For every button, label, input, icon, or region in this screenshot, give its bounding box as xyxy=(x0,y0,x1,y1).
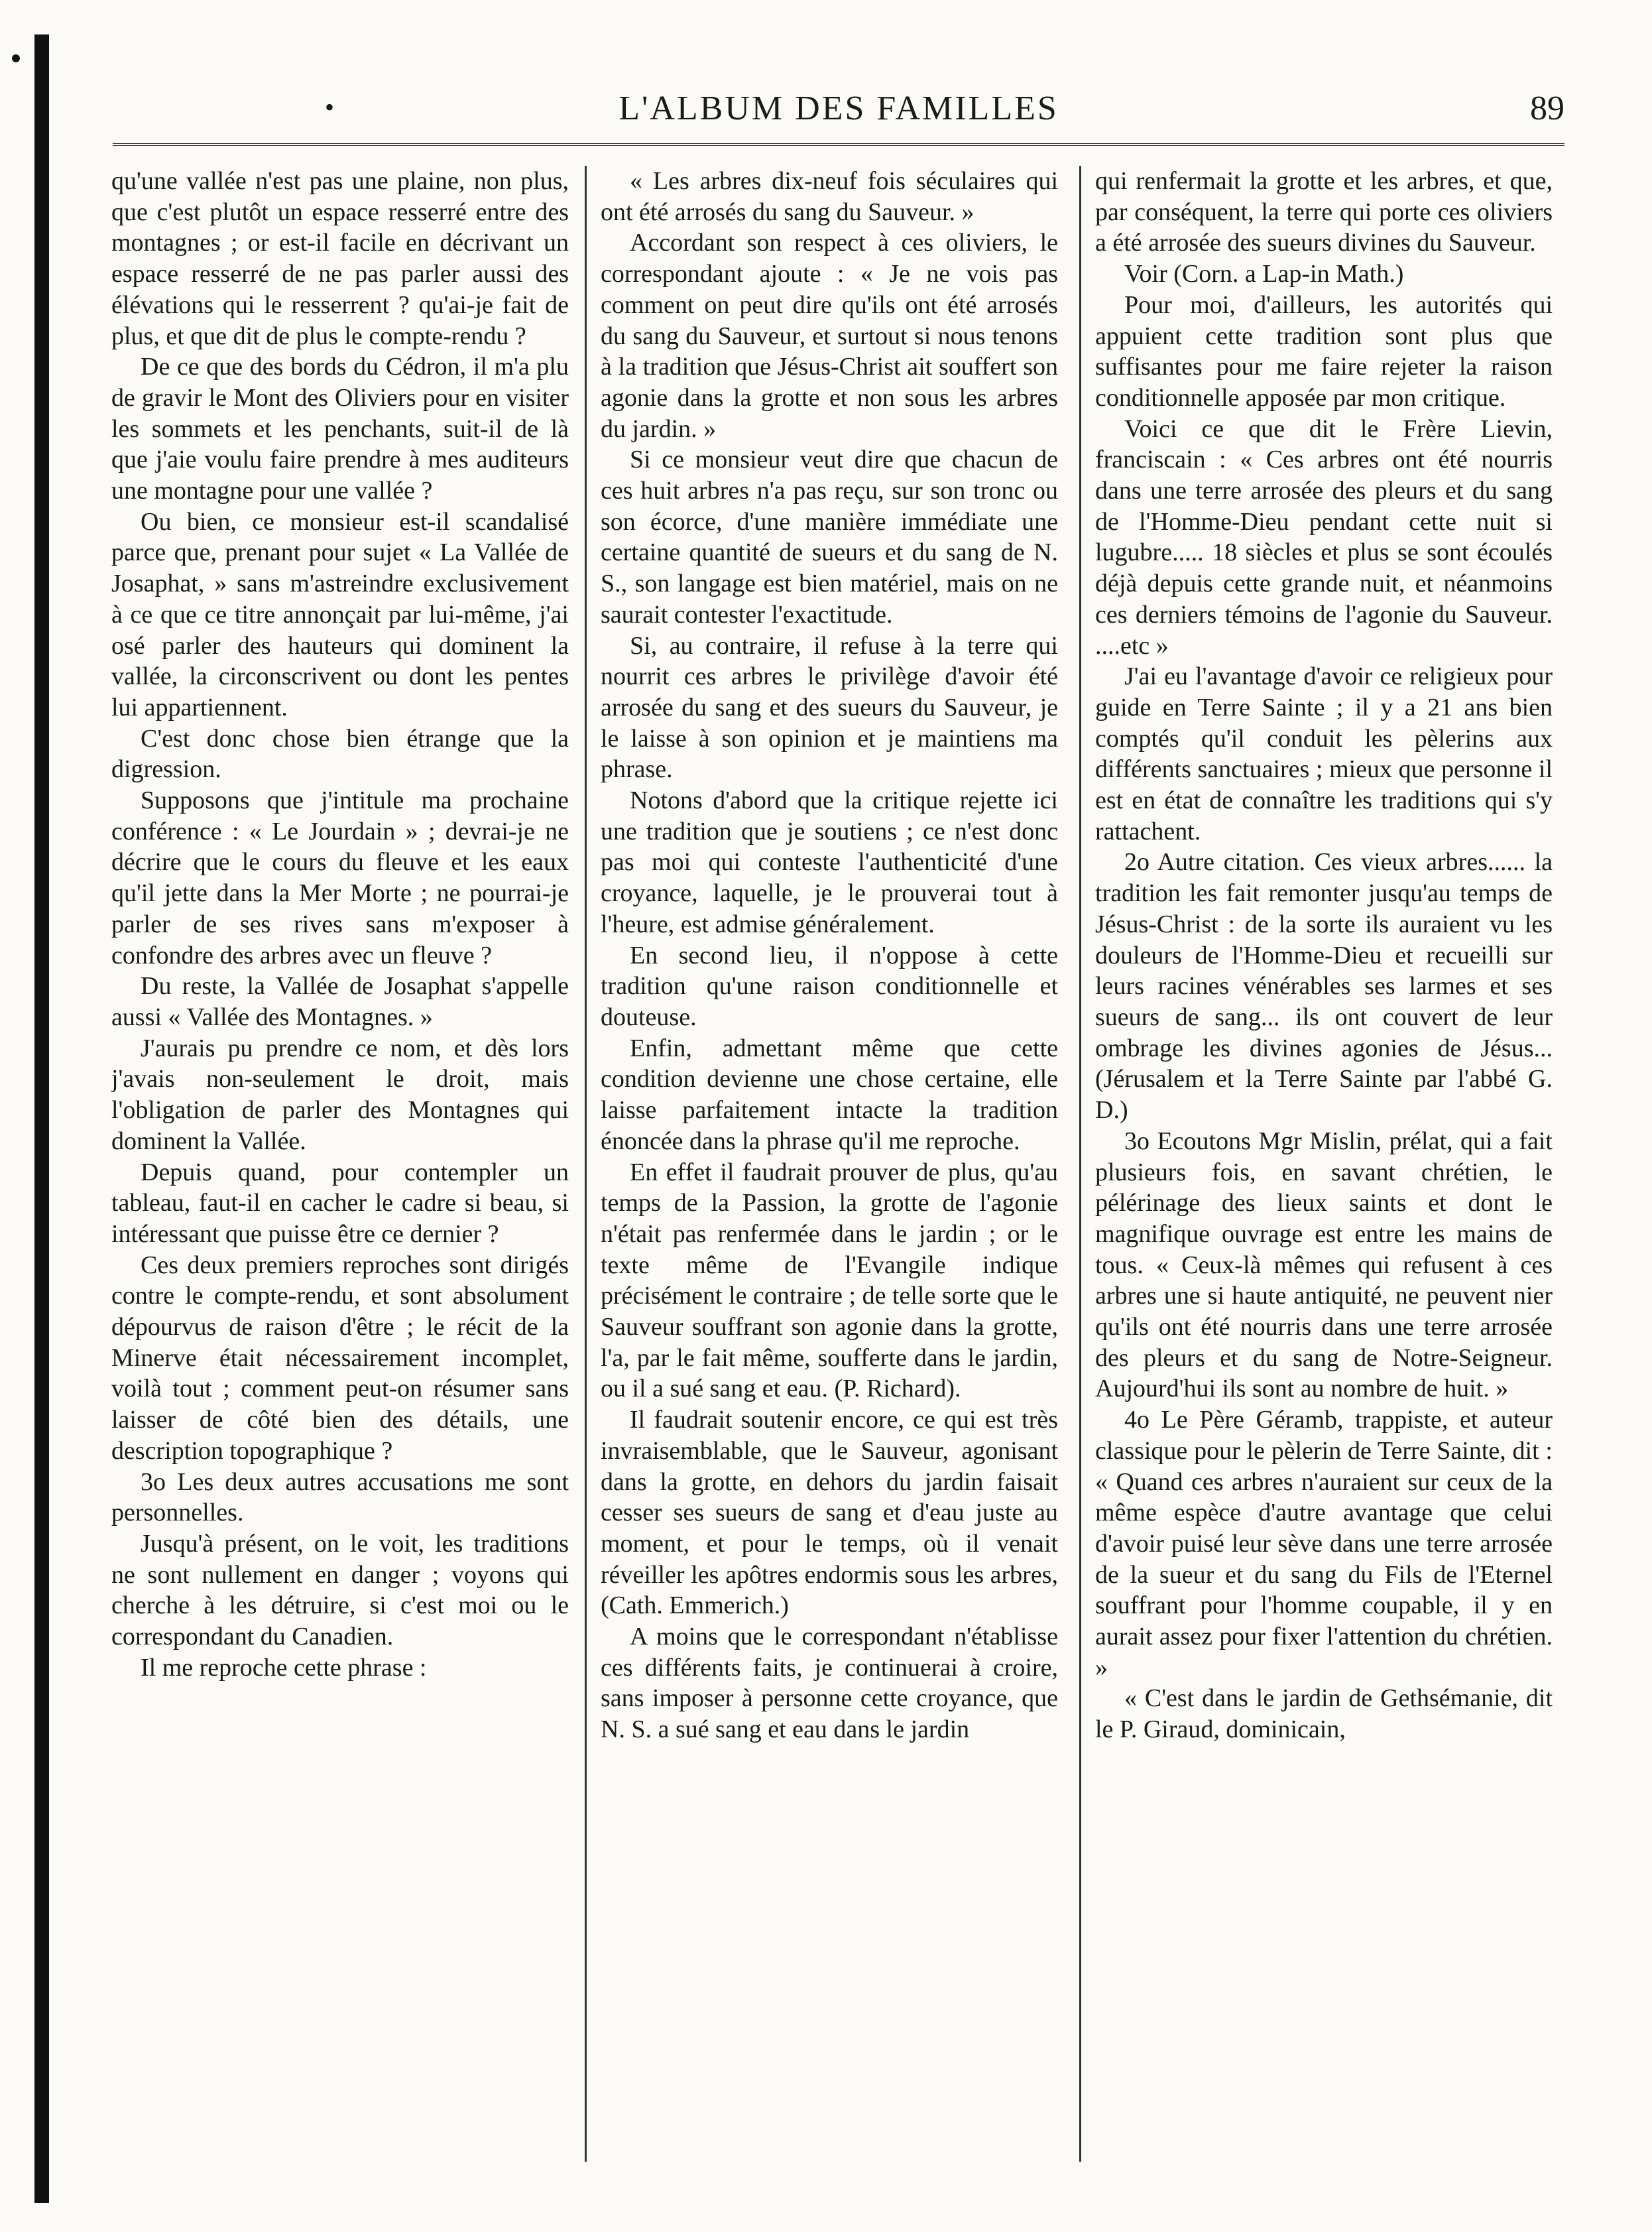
paragraph: Jusqu'à présent, on le voit, les traditions ne sont nullement en danger ; voyons qui cherche à les détruire, si c'est moi ou le correspondant du Canadien. xyxy=(111,1529,569,1651)
paragraph: Il me reproche cette phrase : xyxy=(141,1653,427,1682)
column-2 xyxy=(601,166,1058,2162)
paragraph: En effet il faudrait prouver de plus, qu'au temps de la Passion, la grotte de l'agonie n'était pas renfermée dans le jardin ; or le texte même de l'Evangile indique précisément le contraire ; de telle sorte que le Sauveur souffrant son agonie dans la grotte, l'a, par le fait même, soufferte dans le jardin, ou il a sué sang et eau. (P. Richard). xyxy=(601,1158,1058,1403)
paragraph: Ces deux premiers reproches sont dirigés contre le compte-rendu, et sont absolument dépourvus de raison d'être ; le récit de la Minerve était nécessairement incomplet, voilà tout ; comment peut-on résumer sans laisser de côté bien des détails, une description topographique ? xyxy=(111,1251,569,1465)
paragraph: Voir (Corn. a Lap-in Math.) xyxy=(1124,260,1404,288)
paragraph: « C'est dans le jardin de Gethsémanie, dit le P. Giraud, dominicain, xyxy=(1095,1684,1553,1744)
paragraph: 3o Ecoutons Mgr Mislin, prélat, qui a fait plusieurs fois, en savant chrétien, le pélérinage des lieux saints et dont le magnifique ouvrage est entre les mains de tous. « Ceux-là mêmes qui refusent à ces arbres une si haute antiquité, ne peuvent nier qu'ils ont été nourris dans une terre arrosée des pleurs et du sang de Notre-Seigneur. Aujourd'hui ils sont au nombre de huit. » xyxy=(1095,1127,1553,1403)
running-title: L'ALBUM DES FAMILLES xyxy=(619,90,1059,127)
paragraph: Pour moi, d'ailleurs, les autorités qui appuient cette tradition sont plus que suffisantes pour me faire rejeter la raison conditionnelle apposée par mon critique. xyxy=(1095,290,1553,412)
column-separator-1 xyxy=(585,166,587,2162)
header-dot: • xyxy=(325,92,335,122)
paragraph: Notons d'abord que la critique rejette ici une tradition que je soutiens ; ce n'est donc pas moi qui conteste l'authenticité d'une croyance, laquelle, je le prouverai tout à l'heure, est admise généralement. xyxy=(601,786,1058,938)
binding-edge xyxy=(34,34,49,2203)
paragraph: 2o Autre citation. Ces vieux arbres...... la tradition les fait remonter jusqu'au temps de Jésus-Christ : de la sorte ils auraient vu les douleurs de l'Homme-Dieu et recueilli sur leurs racines vénérables ses larmes et ses sueurs de sang... ils ont couvert de leur ombrage les divines agonies de Jésus... (Jérusalem et la Terre Sainte par l'abbé G. D.) xyxy=(1095,848,1553,1125)
paragraph: Accordant son respect à ces oliviers, le correspondant ajoute : « Je ne vois pas comment on peut dire qu'ils ont été arrosés du sang du Sauveur, et surtout si nous tenons à la tradition que Jésus-Christ ait souffert son agonie dans la grotte et non sous les arbres du jardin. » xyxy=(601,229,1058,443)
paragraph: J'aurais pu prendre ce nom, et dès lors j'avais non-seulement le droit, mais l'obligation de parler des Montagnes qui dominent la Vallée. xyxy=(111,1034,569,1155)
header-rule xyxy=(113,143,1564,146)
paragraph: Supposons que j'intitule ma prochaine conférence : « Le Jourdain » ; devrai-je ne décrire que le cours du fleuve et les eaux qu'il jette dans la Mer Morte ; ne pourrai-je parler de ses rives sans m'exposer à confondre des arbres avec un fleuve ? xyxy=(111,786,569,969)
text-columns xyxy=(111,166,1567,2162)
paragraph: Depuis quand, pour contempler un tableau, faut-il en cacher le cadre si beau, si intéressant que puisse être ce dernier ? xyxy=(111,1158,569,1248)
column-separator-2 xyxy=(1079,166,1081,2162)
margin-dot xyxy=(12,54,20,62)
paragraph: En second lieu, il n'oppose à cette tradition qu'une raison conditionnelle et douteuse. xyxy=(601,941,1058,1031)
paragraph: A moins que le correspondant n'établisse ces différents faits, je continuerai à croire, sans imposer à personne cette croyance, que N. S. a sué sang et eau dans le jardin xyxy=(601,1623,1058,1744)
page-number: 89 xyxy=(1530,90,1564,127)
paragraph: J'ai eu l'avantage d'avoir ce religieux pour guide en Terre Sainte ; il y a 21 ans bien comptés qu'il conduit les pèlerins aux différents sanctuaires ; mieux que personne il est en état de connaître les traditions qui s'y rattachent. xyxy=(1095,662,1553,845)
paragraph: qui renfermait la grotte et les arbres, et que, par conséquent, la terre qui porte ces oliviers a été arrosée des sueurs divines du Sauveur. xyxy=(1095,167,1553,257)
paragraph: Voici ce que dit le Frère Lievin, franciscain : « Ces arbres ont été nourris dans une terre arrosée des pleurs et du sang de l'Homme-Dieu pendant cette nuit si lugubre..... 18 siècles et plus se sont écoulés déjà depuis cette grande nuit, et néanmoins ces derniers témoins de l'agonie du Sauveur. ....etc » xyxy=(1095,414,1553,660)
paragraph: Il faudrait soutenir encore, ce qui est très invraisemblable, que le Sauveur, agonisant dans la grotte, en dehors du jardin faisait cesser ses sueurs de sang et d'eau juste au moment, et pour le temps, où il venait réveiller les apôtres endormis sous les arbres, (Cath. Emmerich.) xyxy=(601,1406,1058,1620)
paragraph: qu'une vallée n'est pas une plaine, non plus, que c'est plutôt un espace resserré entre des montagnes ; or est-il facile en décrivant un espace resserré de ne pas parler aussi des élévations qui le resserrent ? qu'ai-je fait de plus, et que dit de plus le compte-rendu ? xyxy=(111,167,569,350)
paragraph: 4o Le Père Géramb, trappiste, et auteur classique pour le pèlerin de Terre Sainte, dit : « Quand ces arbres n'auraient sur ceux de la même espèce d'autre avantage que celui d'avoir puisé leur sève dans une terre arrosée de la sueur et du sang du Fils de l'Eternel souffrant pour l'homme coupable, il y en aurait assez pour fixer l'attention du chrétien. » xyxy=(1095,1406,1553,1682)
column-3 xyxy=(1095,166,1553,2162)
paragraph: Si, au contraire, il refuse à la terre qui nourrit ces arbres le privilège d'avoir été arrosée du sang et des sueurs du Sauveur, je le laisse à son opinion et je maintiens ma phrase. xyxy=(601,631,1058,784)
page-header xyxy=(113,80,1564,153)
paragraph: Ou bien, ce monsieur est-il scandalisé parce que, prenant pour sujet « La Vallée de Josaphat, » sans m'astreindre exclusivement à ce que ce titre annonçait par lui-même, j'ai osé parler des hauteurs qui dominent la vallée, la circonscrivent ou dont les pentes lui appartiennent. xyxy=(111,507,569,721)
paragraph: Si ce monsieur veut dire que chacun de ces huit arbres n'a pas reçu, sur son tronc ou son écorce, d'une manière immédiate une certaine quantité de sueurs et du sang de N. S., son langage est bien matériel, mais on ne saurait contester l'exactitude. xyxy=(601,446,1058,629)
paragraph: Du reste, la Vallée de Josaphat s'appelle aussi « Vallée des Montagnes. » xyxy=(111,972,569,1031)
paragraph: « Les arbres dix-neuf fois séculaires qui ont été arrosés du sang du Sauveur. » xyxy=(601,167,1058,226)
paragraph: Enfin, admettant même que cette condition devienne une chose certaine, elle laisse parfaitement intacte la tradition énoncée dans la phrase qu'il me reproche. xyxy=(601,1034,1058,1155)
paragraph: 3o Les deux autres accusations me sont personnelles. xyxy=(111,1467,569,1527)
column-1 xyxy=(111,166,569,2162)
paragraph: De ce que des bords du Cédron, il m'a plu de gravir le Mont des Oliviers pour en visiter les sommets et les penchants, suit-il de là que j'aie voulu faire prendre à mes auditeurs une montagne pour une vallée ? xyxy=(111,353,569,505)
paragraph: C'est donc chose bien étrange que la digression. xyxy=(111,724,569,784)
